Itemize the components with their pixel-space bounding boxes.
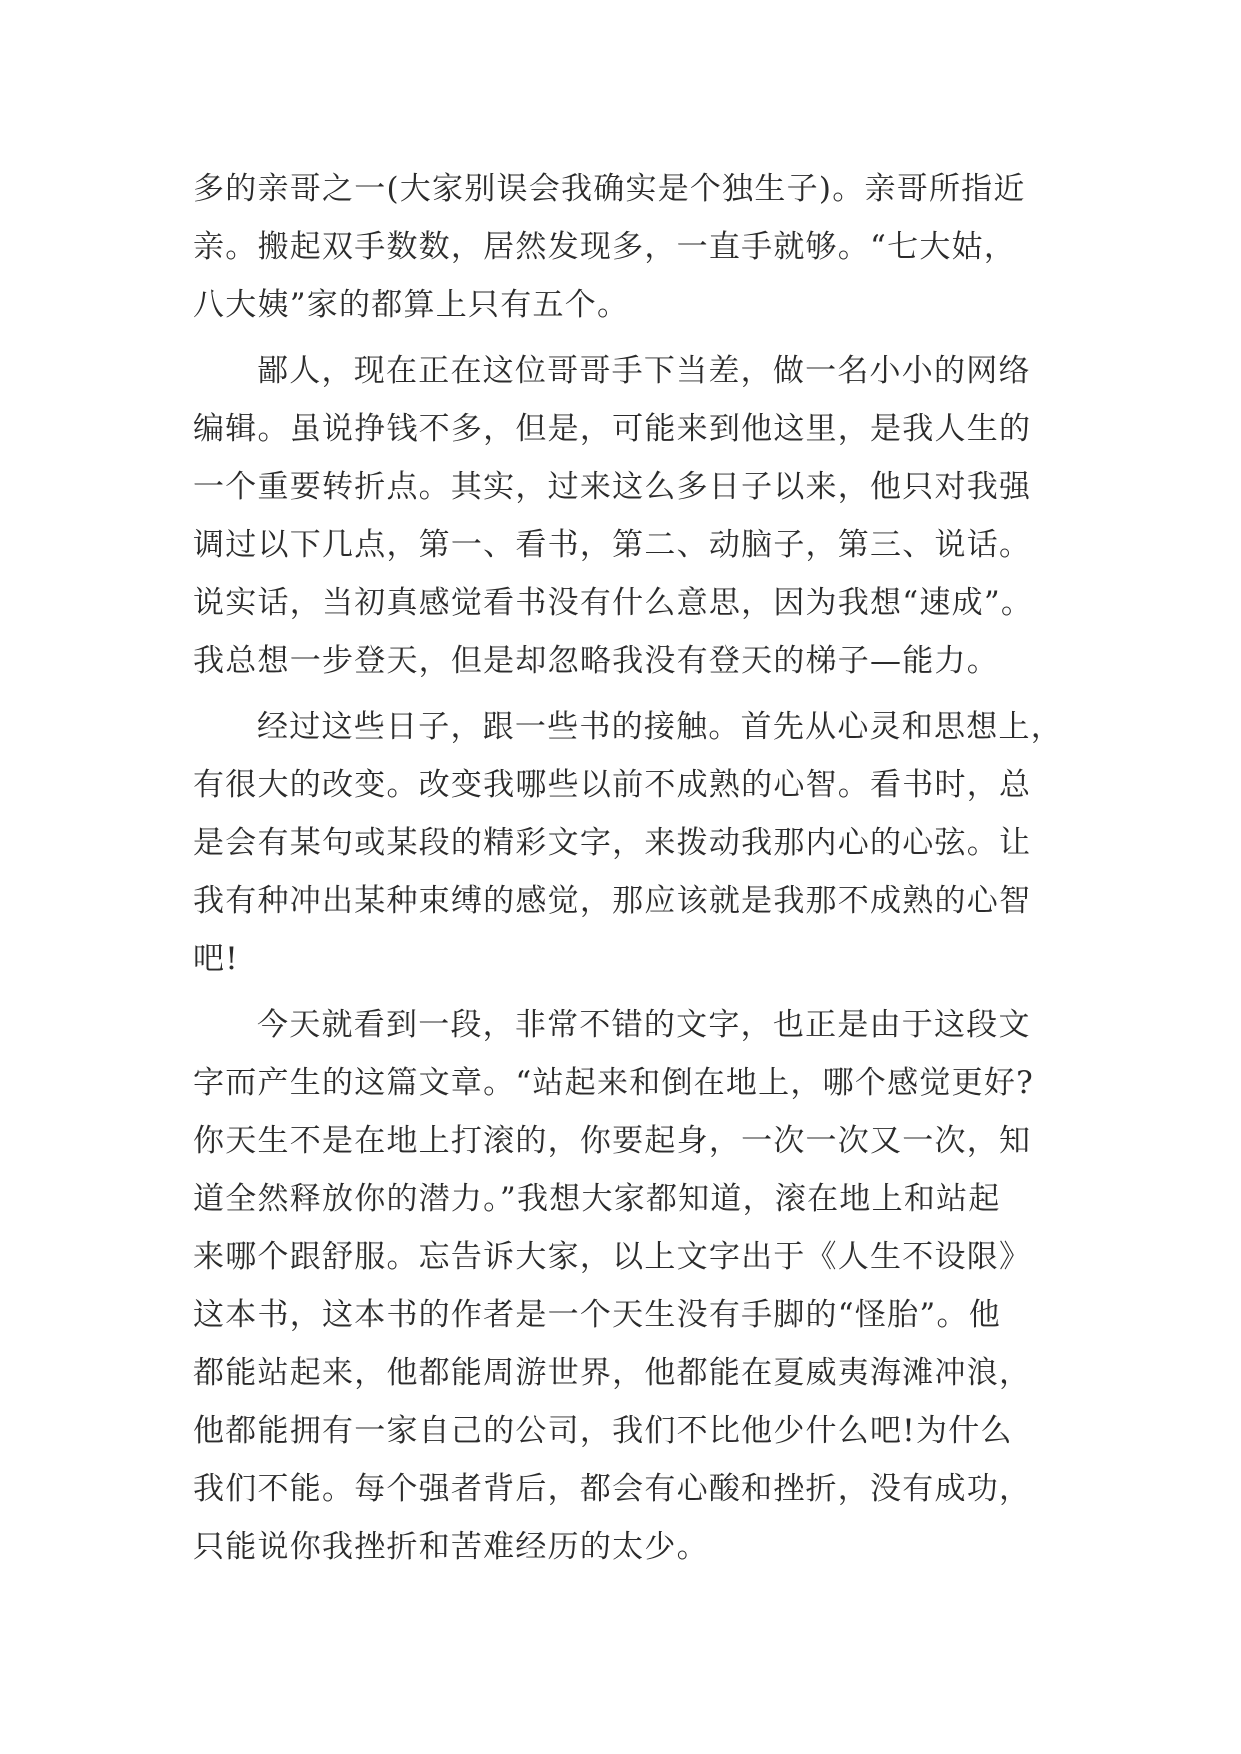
text-line: 你天生不是在地上打滚的，你要起身，一次一次又一次，知 — [193, 1123, 1032, 1159]
text-line: 一个重要转折点。其实，过来这么多日子以来，他只对我强 — [193, 469, 1032, 505]
paragraph — [193, 996, 1063, 1576]
paragraph — [193, 698, 1063, 988]
text-line: 我有种冲出某种束缚的感觉，那应该就是我那不成熟的心智 — [193, 883, 1032, 919]
text-line: 说实话，当初真感觉看书没有什么意思，因为我想“速成”。 — [193, 585, 1034, 621]
document-body — [193, 160, 1063, 1576]
paragraph — [193, 160, 1063, 334]
text-line: 有很大的改变。改变我哪些以前不成熟的心智。看书时，总 — [193, 767, 1032, 803]
text-line: 字而产生的这篇文章。“站起来和倒在地上，哪个感觉更好? — [193, 1065, 1034, 1101]
text-line: 是会有某句或某段的精彩文字，来拨动我那内心的心弦。让 — [193, 825, 1032, 861]
text-line: 今天就看到一段，非常不错的文字，也正是由于这段文 — [257, 1007, 1031, 1043]
text-line: 来哪个跟舒服。忘告诉大家，以上文字出于《人生不设限》 — [193, 1239, 1032, 1275]
text-line: 亲。搬起双手数数，居然发现多，一直手就够。“七大姑， — [193, 229, 1017, 265]
text-line: 吧! — [193, 941, 239, 977]
text-line: 经过这些日子，跟一些书的接触。首先从心灵和思想上， — [257, 709, 1063, 745]
text-line: 道全然释放你的潜力。”我想大家都知道，滚在地上和站起 — [193, 1181, 1001, 1217]
text-line: 八大姨”家的都算上只有五个。 — [193, 287, 630, 323]
text-line: 这本书，这本书的作者是一个天生没有手脚的“怪胎”。他 — [193, 1297, 1001, 1333]
text-line: 鄙人，现在正在这位哥哥手下当差，做一名小小的网络 — [257, 353, 1031, 389]
text-line: 编辑。虽说挣钱不多，但是，可能来到他这里，是我人生的 — [193, 411, 1032, 447]
text-line: 只能说你我挫折和苦难经历的太少。 — [193, 1529, 709, 1565]
text-line: 我总想一步登天，但是却忽略我没有登天的梯子—能力。 — [193, 643, 999, 679]
text-line: 都能站起来，他都能周游世界，他都能在夏威夷海滩冲浪， — [193, 1355, 1032, 1391]
text-line: 我们不能。每个强者背后，都会有心酸和挫折，没有成功， — [193, 1471, 1032, 1507]
text-line: 他都能拥有一家自己的公司，我们不比他少什么吧!为什么 — [193, 1413, 1013, 1449]
text-line: 调过以下几点，第一、看书，第二、动脑子，第三、说话。 — [193, 527, 1032, 563]
paragraph — [193, 342, 1063, 690]
text-line: 多的亲哥之一(大家别误会我确实是个独生子)。亲哥所指近 — [193, 171, 1026, 207]
